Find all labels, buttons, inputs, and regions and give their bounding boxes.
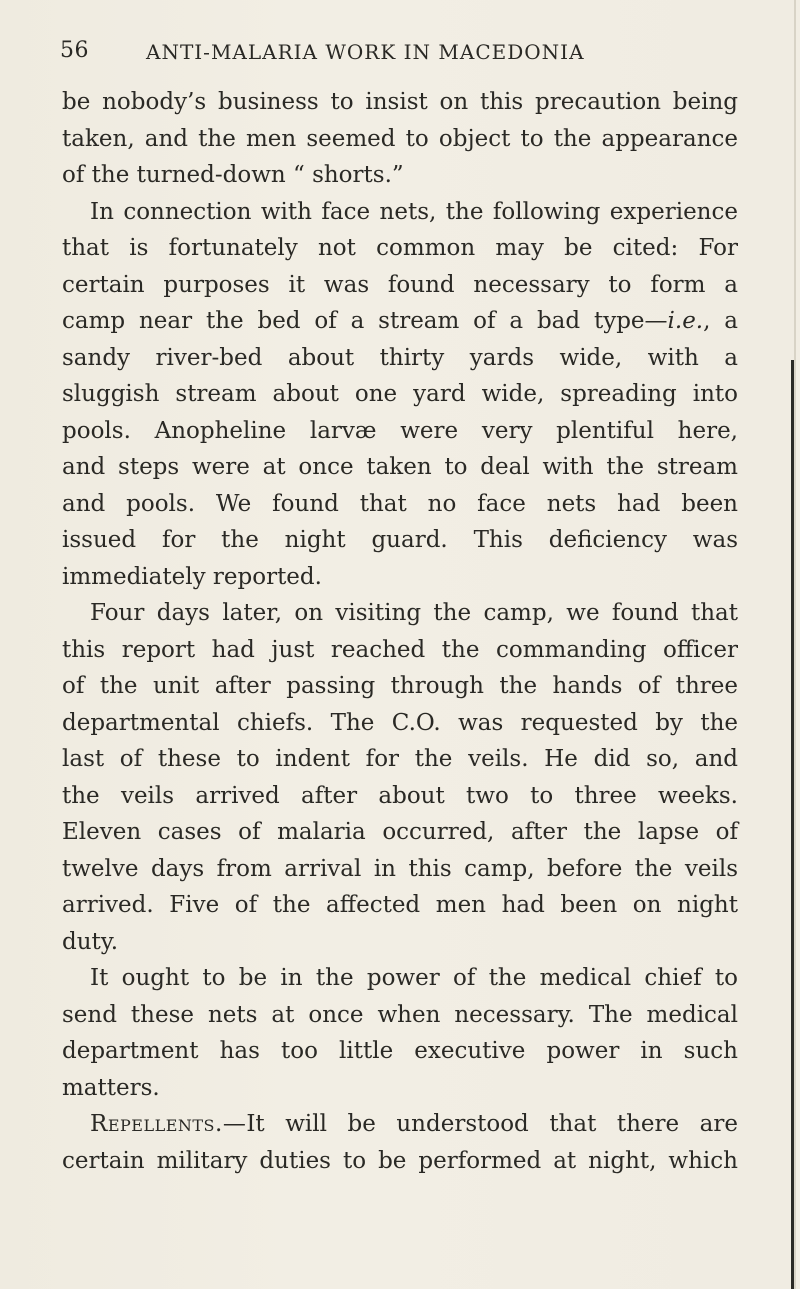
text-line: Four days later, on visiting the camp, we found that [90, 600, 738, 626]
text-line: send these nets at once when necessary. The medical [62, 1001, 738, 1028]
text-line: the veils arrived after about two to three weeks. [62, 782, 738, 809]
text-line: and steps were at once taken to deal with the stream [62, 454, 738, 480]
text-line: be nobody’s business to insist on this precaution being [62, 89, 738, 115]
text-line: matters. [62, 1074, 160, 1101]
text-line-with-heading [62, 1106, 738, 1143]
text-line: taken, and the men seemed to object to the appearance [62, 125, 738, 152]
text-line: duty. [62, 928, 119, 955]
section-heading: Repellents.— [90, 1111, 247, 1137]
text-line: certain military duties to be performed at night, which [62, 1147, 738, 1174]
running-head [60, 38, 740, 72]
text-line: this report had just reached the commanding officer [62, 636, 738, 663]
text-line: and pools. We found that no face nets had been [62, 490, 738, 517]
text-segment: It will be understood that there are [246, 1111, 738, 1137]
italic-abbreviation: i.e. [667, 308, 704, 334]
text-line: department has too little executive power in such [62, 1038, 738, 1064]
text-line: immediately reported. [62, 563, 322, 590]
text-line: certain purposes it was found necessary to form a [62, 271, 738, 298]
text-line: sandy river-bed about thirty yards wide, with a [62, 344, 738, 371]
text-line: of the unit after passing through the hands of three [62, 673, 738, 699]
text-line: Eleven cases of malaria occurred, after the lapse of [62, 819, 738, 845]
text-line: issued for the night guard. This deficiency was [62, 527, 738, 553]
text-line: departmental chiefs. The C.O. was requested by the [62, 709, 738, 736]
text-line: arrived. Five of the affected men had been on night [62, 892, 738, 918]
text-line: In connection with face nets, the following experience [90, 198, 738, 225]
text-line-with-italic [62, 303, 738, 340]
text-line: It ought to be in the power of the medical chief to [90, 965, 738, 991]
text-line: sluggish stream about one yard wide, spreading into [62, 381, 738, 407]
text-line: twelve days from arrival in this camp, before the veils [62, 855, 738, 882]
body-text [62, 84, 738, 1179]
text-segment: camp near the bed of a stream of a bad type— [62, 308, 668, 334]
text-line: that is fortunately not common may be cited: For [62, 235, 738, 261]
text-line: of the turned-down “ shorts.” [62, 162, 404, 188]
text-segment: , a [703, 308, 738, 334]
page-number: 56 [60, 38, 89, 63]
text-line: last of these to indent for the veils. He did so, and [62, 746, 738, 772]
running-title: ANTI-MALARIA WORK IN MACEDONIA [146, 40, 585, 64]
text-line: pools. Anopheline larvæ were very plentiful here, [62, 417, 738, 444]
page-edge-shadow [791, 360, 794, 1289]
